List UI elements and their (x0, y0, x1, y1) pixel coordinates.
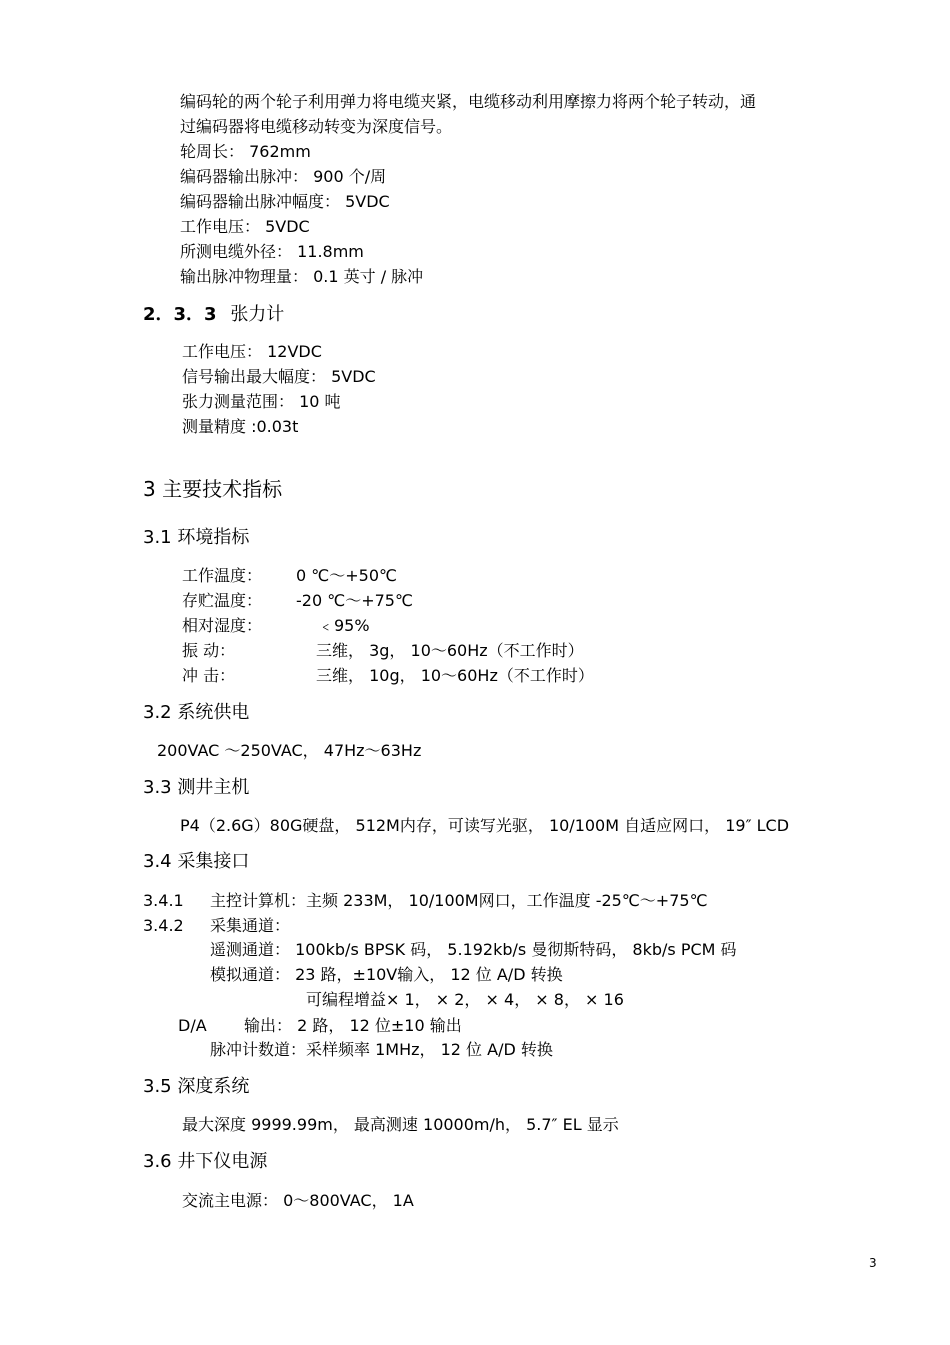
section-number: 2．3．3 (143, 304, 217, 325)
item-number: 3.4.2 (143, 916, 184, 935)
env-value: ﹤95% (318, 616, 370, 635)
spec-line: 最大深度 9999.99m， 最高测速 10000m/h， 5.7″ EL 显示 (182, 1115, 619, 1134)
env-value: 三维， 10g， 10～60Hz（不工作时） (316, 666, 594, 685)
env-value: 0 ℃～+50℃ (296, 566, 397, 585)
section-heading-2-3-3 (143, 304, 284, 326)
spec-line: 编码器输出脉冲幅度： 5VDC (180, 192, 390, 211)
spec-line: 可编程增益× 1， × 2， × 4， × 8， × 16 (306, 990, 624, 1009)
spec-line: 输出： 2 路， 12 位±10 输出 (244, 1016, 462, 1035)
item-text: 主控计算机：主频 233M， 10/100M网口，工作温度 -25℃～+75℃ (210, 891, 708, 910)
spec-line: 测量精度 :0.03t (182, 417, 299, 436)
section-title: 张力计 (230, 304, 285, 325)
item-number: 3.4.1 (143, 891, 184, 910)
section-heading-3-3: 3.3 测井主机 (143, 777, 250, 798)
env-value: 三维， 3g， 10～60Hz（不工作时） (316, 641, 584, 660)
section-heading-3-6: 3.6 井下仪电源 (143, 1151, 268, 1172)
paragraph-line: 过编码器将电缆移动转变为深度信号。 (180, 117, 453, 136)
spec-line: 输出脉冲物理量： 0.1 英寸 / 脉冲 (180, 267, 424, 286)
paragraph-line: 编码轮的两个轮子利用弹力将电缆夹紧，电缆移动利用摩擦力将两个轮子转动，通 (180, 92, 757, 111)
section-heading-3-5: 3.5 深度系统 (143, 1076, 250, 1097)
spec-line: 编码器输出脉冲： 900 个/周 (180, 167, 387, 186)
spec-line: 交流主电源： 0～800VAC， 1A (182, 1191, 414, 1210)
env-label: 冲 击： (182, 666, 236, 685)
spec-line: 工作电压： 5VDC (180, 217, 310, 236)
env-label: 振 动： (182, 641, 236, 660)
section-heading-3-1: 3.1 环境指标 (143, 527, 250, 548)
env-label: 存贮温度： (182, 591, 263, 610)
spec-line: 200VAC ～250VAC， 47Hz～63Hz (157, 741, 422, 760)
da-label: D/A (178, 1016, 207, 1035)
spec-line: 模拟通道： 23 路，±10V输入， 12 位 A/D 转换 (210, 965, 563, 984)
spec-line: 所测电缆外径： 11.8mm (180, 242, 364, 261)
page-number: 3 (869, 1256, 877, 1270)
spec-line: 工作电压： 12VDC (182, 342, 322, 361)
item-text: 采集通道： (210, 916, 291, 935)
section-heading-3-4: 3.4 采集接口 (143, 851, 250, 872)
section-heading-3-2: 3.2 系统供电 (143, 702, 250, 723)
spec-line: 信号输出最大幅度： 5VDC (182, 367, 376, 386)
spec-line: 遥测通道： 100kb/s BPSK 码， 5.192kb/s 曼彻斯特码， 8kb/s PCM 码 (210, 940, 737, 959)
env-label: 相对湿度： (182, 616, 263, 635)
spec-line: 轮周长： 762mm (180, 142, 311, 161)
spec-line: 脉冲计数道：采样频率 1MHz， 12 位 A/D 转换 (210, 1040, 553, 1059)
spec-line: 张力测量范围： 10 吨 (182, 392, 341, 411)
chapter-heading: 3 主要技术指标 (143, 477, 283, 501)
spec-line: P4（2.6G）80G硬盘， 512M内存，可读写光驱， 10/100M 自适应网口， 19″ LCD (180, 816, 790, 835)
env-label: 工作温度： (182, 566, 263, 585)
env-value: -20 ℃～+75℃ (296, 591, 413, 610)
